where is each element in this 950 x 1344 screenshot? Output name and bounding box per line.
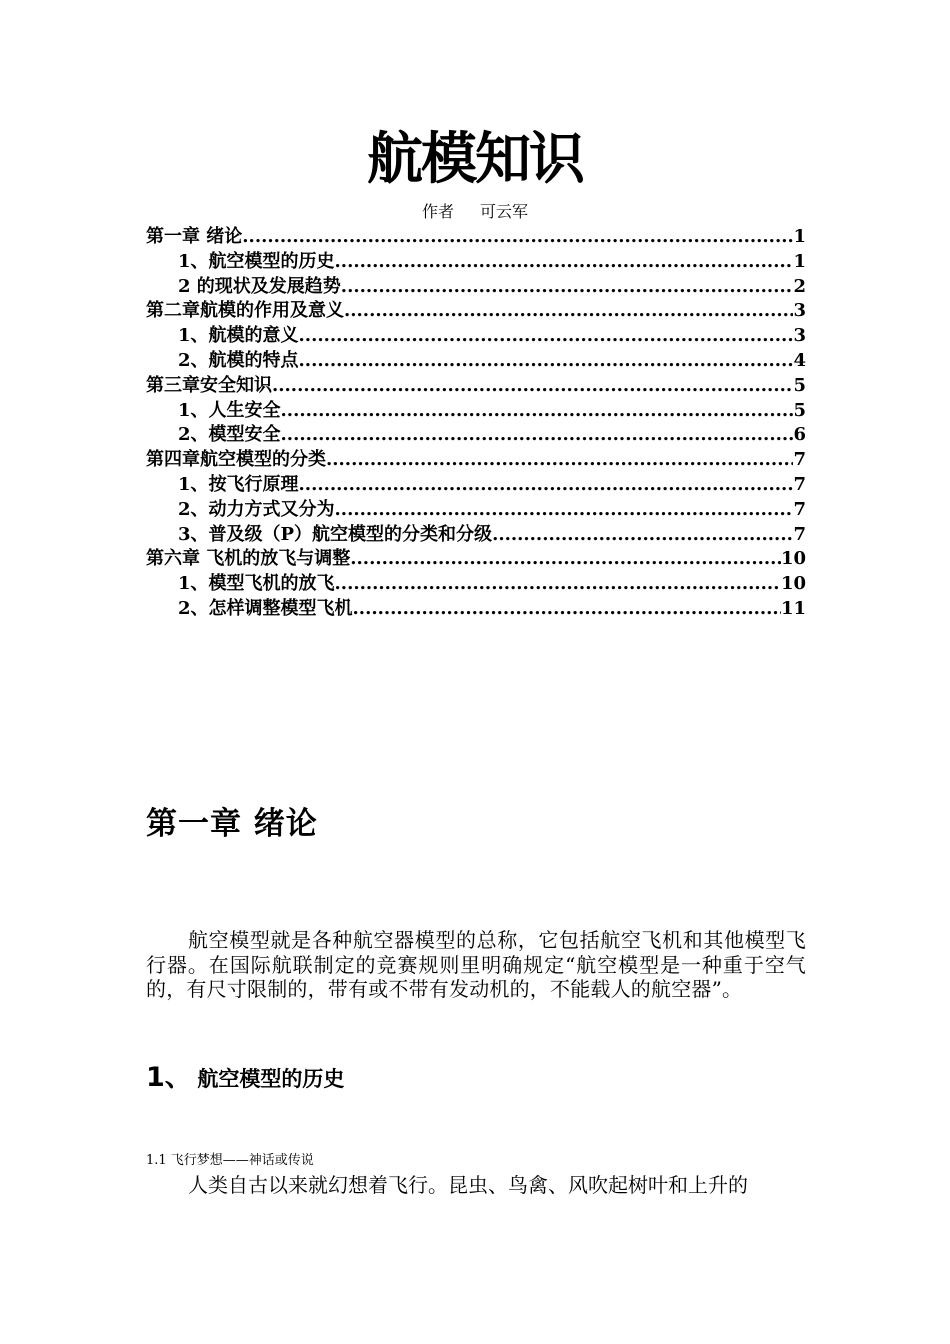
toc-dot-leader — [299, 324, 794, 349]
toc-entry-page: 10 — [780, 548, 806, 570]
section-heading — [146, 1058, 344, 1101]
toc-dot-leader — [344, 299, 793, 324]
toc-entry[interactable] — [146, 572, 806, 597]
toc-entry-page: 10 — [780, 573, 806, 595]
toc-entry[interactable] — [146, 448, 806, 473]
subsection-title: 1.1 飞行梦想——神话或传说 — [146, 1153, 314, 1168]
chapter-heading: 第一章 绪论 — [146, 806, 318, 842]
toc-dot-leader — [242, 225, 793, 250]
body-paragraph: 人类自古以来就幻想着飞行。昆虫、鸟禽、风吹起树叶和上升的 — [188, 1173, 748, 1197]
toc-entry-page: 3 — [793, 325, 806, 347]
toc-dot-leader — [341, 275, 794, 300]
toc-entry[interactable] — [146, 275, 806, 300]
toc-dot-leader — [335, 572, 781, 597]
toc-entry-label: 2、航模的特点 — [178, 349, 299, 371]
toc-entry-label: 第三章安全知识 — [146, 374, 272, 396]
toc-entry[interactable] — [146, 547, 806, 572]
toc-dot-leader — [299, 349, 794, 374]
toc-dot-leader — [335, 250, 794, 275]
toc-dot-leader — [272, 374, 793, 399]
section-title: 航空模型的历史 — [197, 1067, 345, 1091]
author-name: 可云军 — [480, 202, 529, 221]
section-number: 1、 — [146, 1062, 192, 1093]
toc-entry-label: 1、航空模型的历史 — [178, 250, 335, 272]
document-title: 航模知识 — [367, 127, 583, 192]
toc-entry-label: 2、模型安全 — [178, 424, 281, 446]
toc-entry[interactable] — [146, 597, 806, 622]
toc-entry[interactable] — [146, 299, 806, 324]
toc-entry-page: 1 — [793, 250, 806, 272]
toc-entry-label: 1、模型飞机的放飞 — [178, 573, 335, 595]
author-line — [0, 200, 950, 224]
toc-entry-label: 2、怎样调整模型飞机 — [178, 597, 353, 619]
toc-entry-label: 2 的现状及发展趋势 — [178, 275, 341, 297]
toc-dot-leader — [335, 498, 794, 523]
toc-entry-label: 1、航模的意义 — [178, 325, 299, 347]
toc-entry-page: 7 — [793, 498, 806, 520]
toc-entry[interactable] — [146, 423, 806, 448]
toc-entry[interactable] — [146, 225, 806, 250]
toc-entry-page: 7 — [793, 473, 806, 495]
toc-dot-leader — [350, 547, 781, 572]
toc-entry-page: 11 — [780, 597, 806, 619]
toc-entry-label: 3、普及级（P）航空模型的分类和分级 — [178, 523, 493, 545]
toc-entry-page: 4 — [793, 349, 806, 371]
toc-entry-page: 5 — [793, 399, 806, 421]
toc-entry-page: 1 — [793, 226, 806, 247]
toc-entry-label: 1、按飞行原理 — [178, 473, 299, 495]
toc-dot-leader — [492, 523, 793, 548]
toc-entry-label: 第一章 绪论 — [146, 226, 243, 247]
toc-entry-page: 5 — [793, 374, 806, 396]
toc-entry-label: 1、人生安全 — [178, 399, 281, 421]
toc-entry[interactable] — [146, 324, 806, 349]
toc-dot-leader — [281, 399, 794, 424]
toc-dot-leader — [281, 423, 794, 448]
intro-paragraph: 航空模型就是各种航空器模型的总称，它包括航空飞机和其他模型飞行器。在国际航联制定的竞赛规则里明确规定“航空模型是一种重于空气的，有尺寸限制的，带有或不带有发动机的，不能载人的航空器”。 — [146, 928, 806, 1001]
toc-entry[interactable] — [146, 498, 806, 523]
toc-entry[interactable] — [146, 250, 806, 275]
table-of-contents — [146, 225, 806, 622]
toc-dot-leader — [326, 448, 793, 473]
toc-entry[interactable] — [146, 523, 806, 548]
toc-entry-page: 7 — [793, 449, 806, 471]
toc-entry[interactable] — [146, 399, 806, 424]
toc-entry-label: 2、动力方式又分为 — [178, 498, 335, 520]
toc-entry-page: 6 — [793, 424, 806, 446]
toc-entry-page: 2 — [793, 275, 806, 297]
toc-entry-label: 第二章航模的作用及意义 — [146, 300, 344, 322]
toc-entry-page: 3 — [793, 300, 806, 322]
toc-entry[interactable] — [146, 374, 806, 399]
toc-entry[interactable] — [146, 349, 806, 374]
toc-entry-label: 第六章 飞机的放飞与调整 — [146, 548, 351, 570]
toc-entry[interactable] — [146, 473, 806, 498]
author-label: 作者 — [421, 202, 454, 221]
toc-entry-page: 7 — [793, 523, 806, 545]
toc-dot-leader — [299, 473, 794, 498]
toc-entry-label: 第四章航空模型的分类 — [146, 449, 326, 471]
toc-dot-leader — [353, 597, 781, 622]
